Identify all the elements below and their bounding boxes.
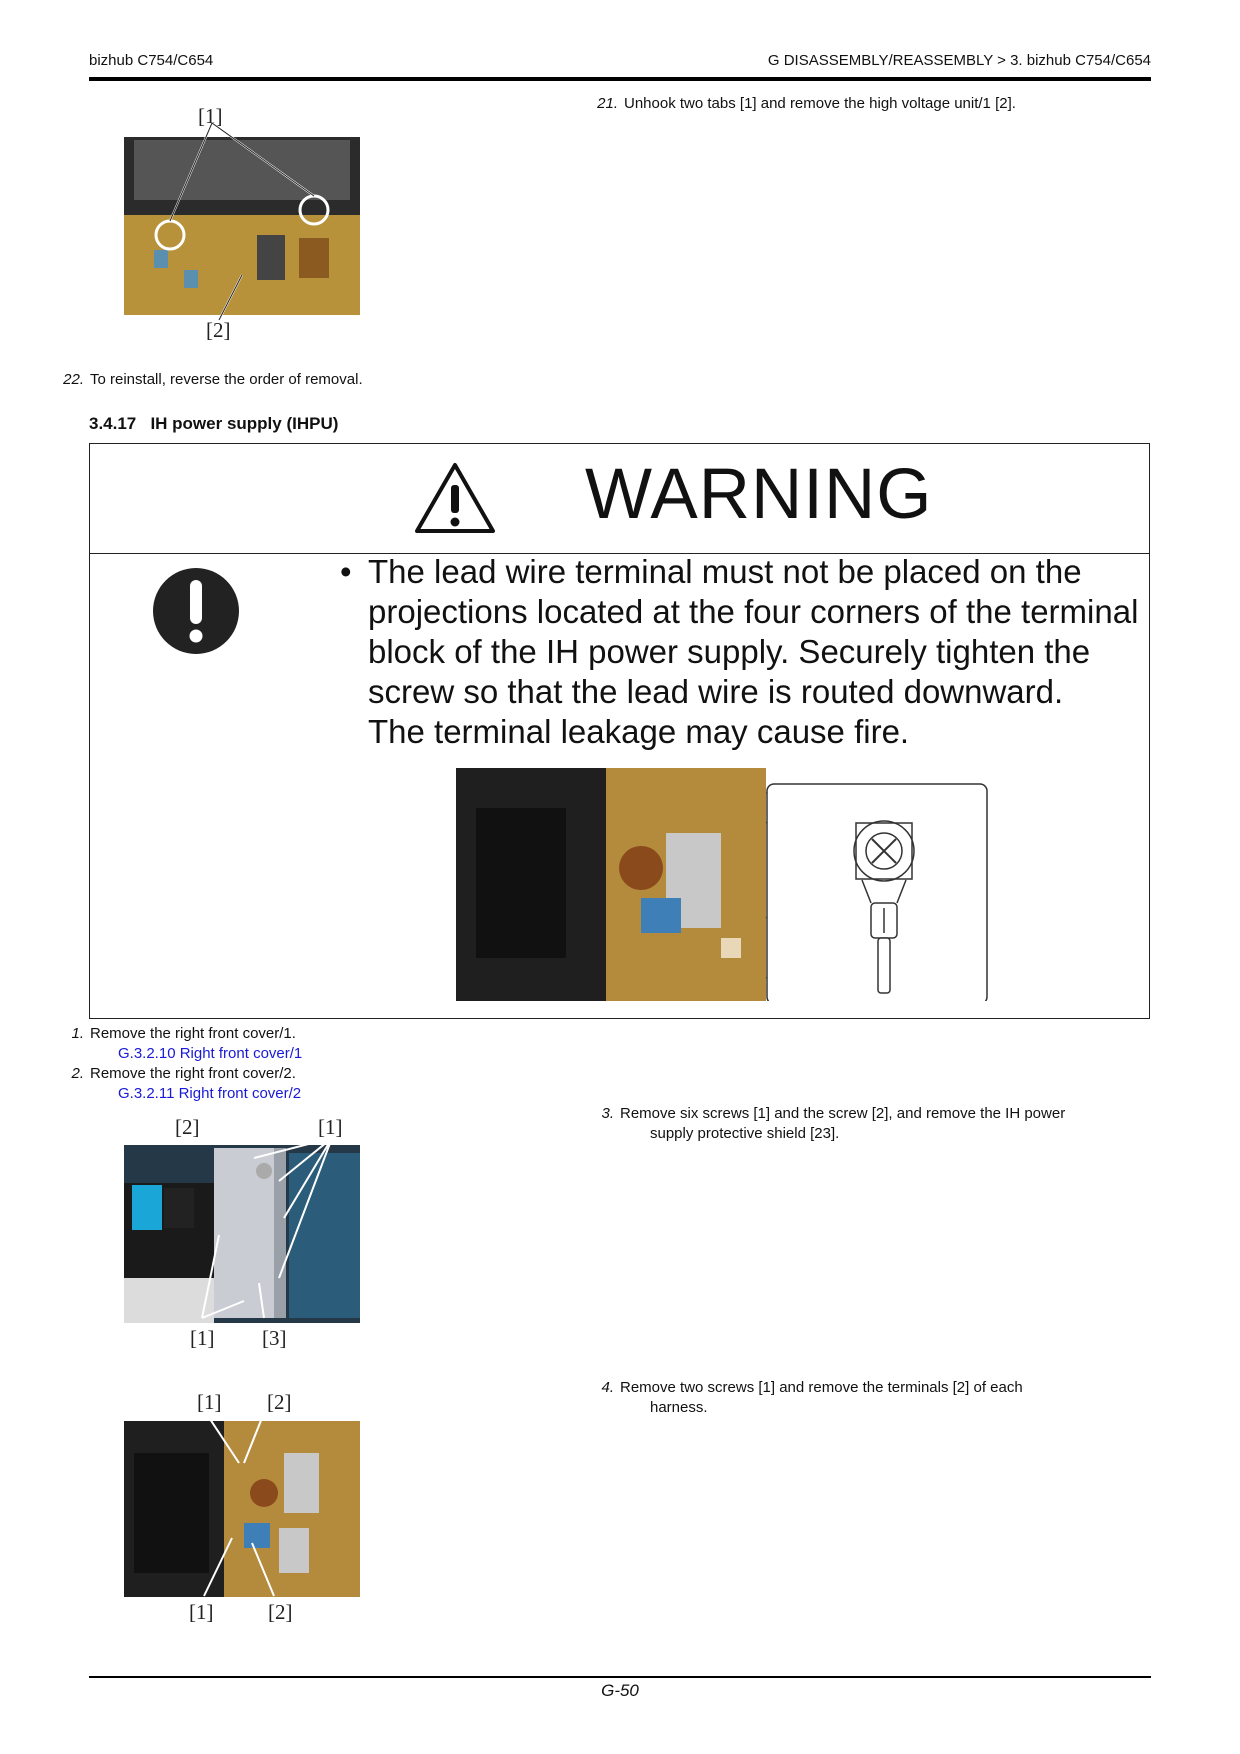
figure-label: [1] bbox=[189, 1600, 214, 1624]
exclamation-circle-icon bbox=[152, 567, 240, 655]
terminal-block-figure bbox=[456, 768, 1010, 1001]
step-number: 2. bbox=[71, 1065, 84, 1082]
section-title bbox=[89, 414, 338, 434]
step-text: Remove the right front cover/1. bbox=[90, 1025, 296, 1042]
step-number: 1. bbox=[71, 1025, 84, 1042]
cross-reference-link[interactable]: G.3.2.11 Right front cover/2 bbox=[118, 1085, 302, 1102]
figure-label: [2] bbox=[267, 1390, 292, 1414]
warning-line: projections located at the four corners of the terminal bbox=[368, 593, 1139, 630]
step-text: Remove two screws [1] and remove the terminals [2] of each bbox=[620, 1379, 1023, 1396]
warning-line: The terminal leakage may cause fire. bbox=[368, 713, 910, 750]
warning-title: WARNING bbox=[585, 455, 933, 534]
step-text: To reinstall, reverse the order of removal. bbox=[90, 371, 363, 388]
figure-label: [1] bbox=[198, 104, 223, 128]
warning-header bbox=[90, 444, 1149, 554]
step-text: Remove six screws [1] and the screw [2], and remove the IH power bbox=[620, 1105, 1066, 1122]
warning-box bbox=[89, 443, 1150, 1019]
header-left: bizhub C754/C654 bbox=[89, 52, 214, 69]
step-text: harness. bbox=[650, 1399, 708, 1416]
step-number: 21. bbox=[597, 95, 618, 112]
figure-label: [2] bbox=[206, 318, 231, 342]
step-1 bbox=[66, 1024, 296, 1044]
step-text: supply protective shield [23]. bbox=[650, 1125, 840, 1142]
step-21 bbox=[590, 94, 1016, 114]
section-number: 3.4.17 bbox=[89, 414, 137, 433]
terminals-figure bbox=[124, 1418, 360, 1598]
figure-label: [1] bbox=[190, 1326, 215, 1350]
warning-line: screw so that the lead wire is routed downward. bbox=[368, 673, 1064, 710]
section-name: IH power supply (IHPU) bbox=[150, 414, 339, 433]
header-rule bbox=[89, 77, 1151, 81]
figure-label: [1] bbox=[197, 1390, 222, 1414]
warning-line: block of the IH power supply. Securely tighten the bbox=[368, 633, 1091, 670]
step-22 bbox=[56, 370, 363, 390]
step-3 bbox=[596, 1104, 1065, 1144]
step-4 bbox=[596, 1378, 1023, 1418]
figure-label: [2] bbox=[175, 1115, 200, 1139]
header-right: G DISASSEMBLY/REASSEMBLY > 3. bizhub C754/C654 bbox=[767, 52, 1151, 69]
page-number: G-50 bbox=[601, 1681, 639, 1700]
figure-label: [1] bbox=[318, 1115, 343, 1139]
footer-rule bbox=[89, 1676, 1151, 1678]
warning-text bbox=[340, 552, 1150, 752]
bullet: • bbox=[340, 553, 352, 590]
step-text: Remove the right front cover/2. bbox=[90, 1065, 296, 1082]
step-number: 3. bbox=[601, 1105, 614, 1122]
step-number: 4. bbox=[601, 1379, 614, 1396]
figure-label: [3] bbox=[262, 1326, 287, 1350]
high-voltage-unit-figure bbox=[124, 120, 360, 340]
warning-line: The lead wire terminal must not be placed on the bbox=[368, 553, 1082, 590]
cross-reference-link[interactable]: G.3.2.10 Right front cover/1 bbox=[118, 1045, 303, 1062]
protective-shield-figure bbox=[124, 1143, 360, 1323]
step-text: Unhook two tabs [1] and remove the high voltage unit/1 [2]. bbox=[624, 95, 1016, 112]
step-2 bbox=[66, 1064, 296, 1084]
figure-label: [2] bbox=[268, 1600, 293, 1624]
warning-triangle-icon bbox=[413, 461, 497, 535]
step-number: 22. bbox=[63, 371, 84, 388]
